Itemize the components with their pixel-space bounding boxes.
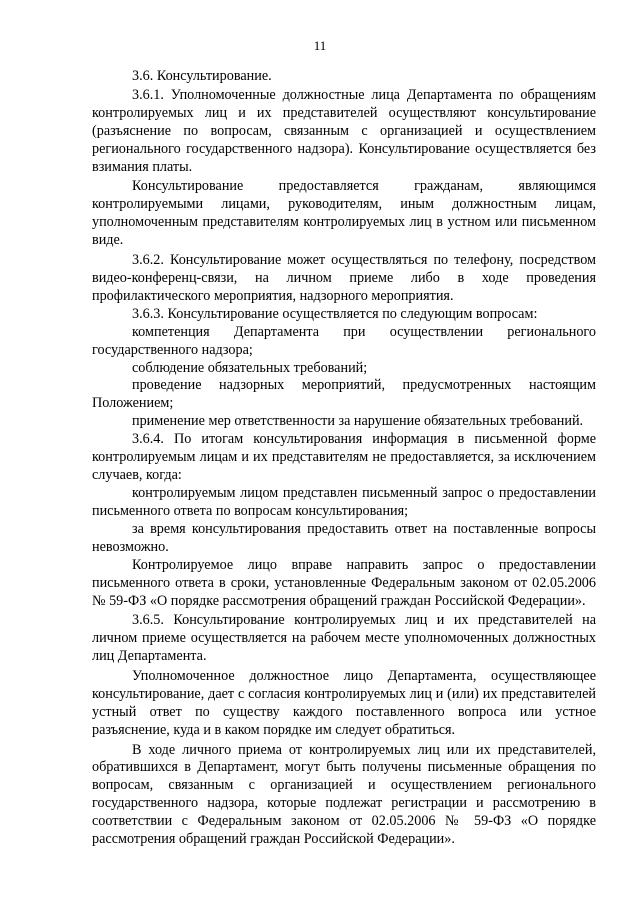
paragraph: Уполномоченное должностное лицо Департамента, осуществляющее консультирование, дает с согласия контролируемых лиц и (или) их представителей устный ответ по существу каждого поставленного вопроса или устное разъяснение, куда и в каком порядке им следует обратиться. xyxy=(92,667,596,738)
paragraph: В ходе личного приема от контролируемых лиц или их представителей, обратившихся в Департамент, могут быть получены письменные обращения по вопросам, связанным с организацией и осуществлением регионального государственного надзора, которые подлежат регистрации и рассмотрению в соответствии с Федеральным законом от 02.05.2006 № 59-ФЗ «О порядке рассмотрения обращений граждан Российской Федерации». xyxy=(92,741,596,848)
paragraph: 3.6.2. Консультирование может осуществляться по телефону, посредством видео-конференц-связи, на личном приеме либо в ходе проведения профилактического мероприятия, надзорного мероприятия. xyxy=(92,252,596,304)
list-item: проведение надзорных мероприятий, предусмотренных настоящим Положением; xyxy=(92,377,596,412)
page-number: 11 xyxy=(313,38,327,53)
list-item: компетенция Департамента при осуществлении регионального государственного надзора; xyxy=(92,323,596,358)
document-body xyxy=(92,68,596,849)
section-heading: 3.6. Консультирование. xyxy=(132,68,272,84)
paragraph: Контролируемое лицо вправе направить запрос о предоставлении письменного ответа в сроки, установленные Федеральным законом от 02.05.2006 № 59-ФЗ «О порядке рассмотрения обращений граждан Российской Федерации». xyxy=(92,557,596,610)
list-item: применение мер ответственности за нарушение обязательных требований. xyxy=(132,413,584,430)
paragraph: 3.6.1. Уполномоченные должностные лица Департамента по обращениям контролируемых лиц и их представителей осуществляют консультирование (разъяснение по вопросам, связанным с организацией и осуществлением регионального государственного надзора). Консультирование осуществляется без взимания платы. xyxy=(92,86,596,175)
paragraph: 3.6.3. Консультирование осуществляется по следующим вопросам: xyxy=(132,305,538,322)
paragraph: 3.6.4. По итогам консультирования информация в письменной форме контролируемым лицам и их представителям не предоставляется, за исключением случаев, когда: xyxy=(92,431,596,483)
list-item: за время консультирования предоставить ответ на поставленные вопросы невозможно. xyxy=(92,520,596,555)
list-item: контролируемым лицом представлен письменный запрос о предоставлении письменного ответа по вопросам консультирования; xyxy=(92,484,596,519)
list-item: соблюдение обязательных требований; xyxy=(132,359,368,376)
paragraph: Консультирование предоставляется гражданам, являющимся контролируемыми лицами, руководителям, иным должностным лицам, уполномоченным представителям контролируемых лиц в устном или письменном виде. xyxy=(92,178,596,249)
paragraph: 3.6.5. Консультирование контролируемых лиц и их представителей на личном приеме осуществляется на рабочем месте уполномоченных должностных лиц Департамента. xyxy=(92,612,596,664)
